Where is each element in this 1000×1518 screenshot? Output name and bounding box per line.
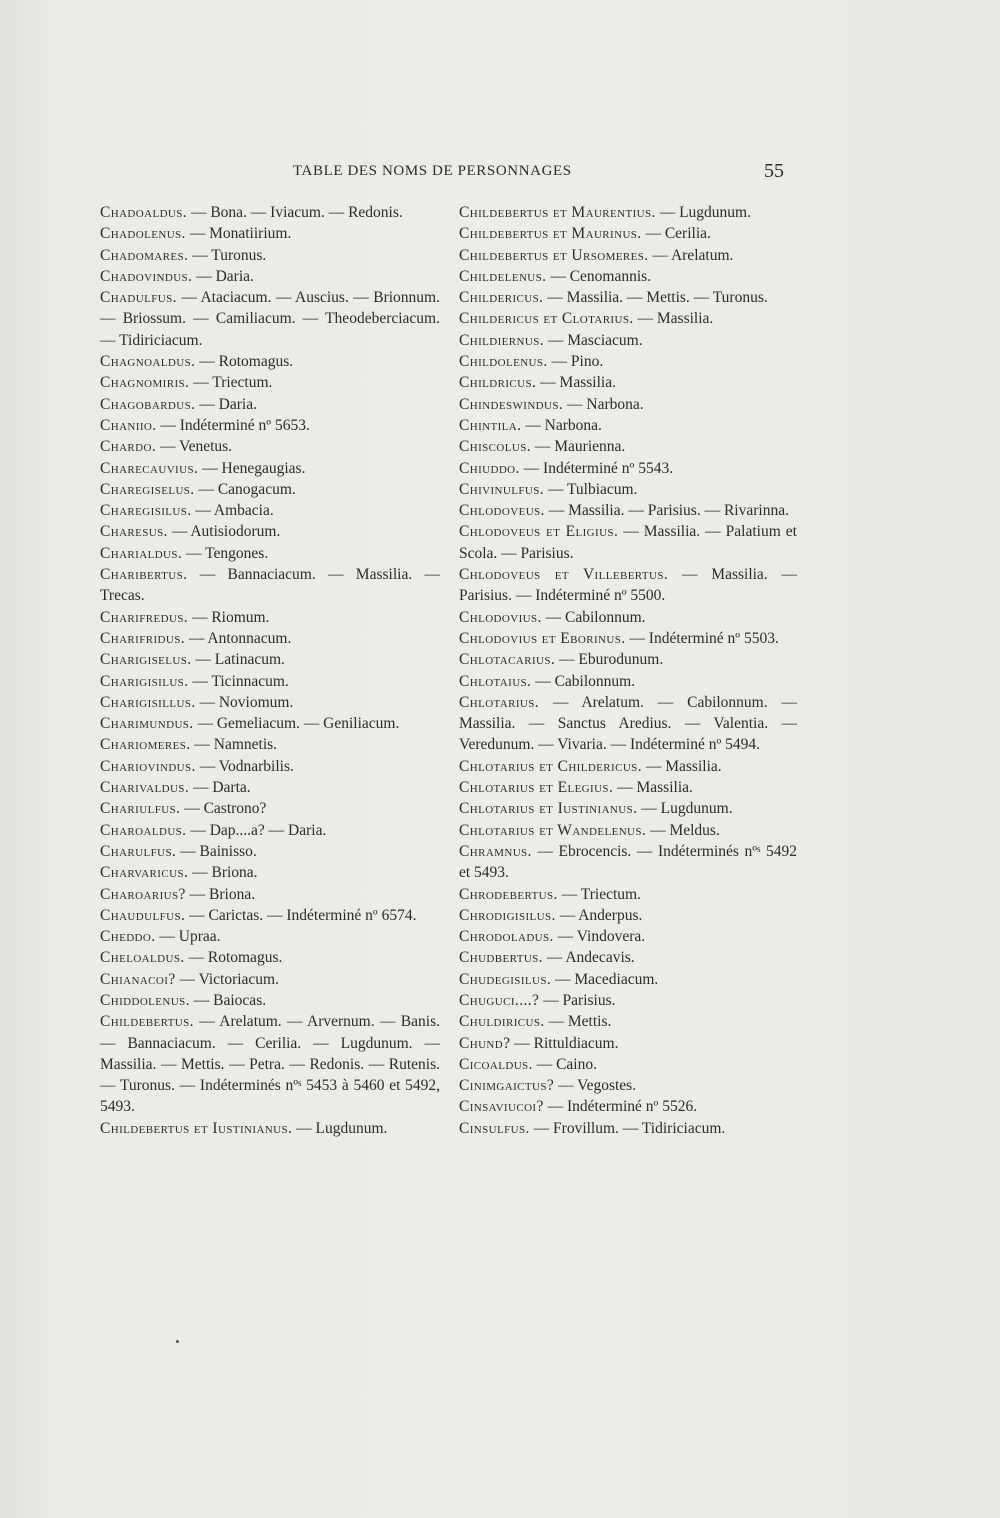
entry-places: — Macediacum. xyxy=(551,970,659,988)
entry-places: — Bona. — Iviacum. — Redonis. xyxy=(187,204,403,221)
entry-places: — Ataciacum. — Auscius. — Brionnum. — Briossum. — Camiliacum. — Theodeberciacum. — Tidiriciacum. xyxy=(100,289,440,349)
index-entry xyxy=(100,841,440,862)
entry-places: — Triectum. xyxy=(557,885,641,903)
entry-person-name: Chadulfus. xyxy=(100,289,177,307)
entry-places: — Vindovera. xyxy=(553,928,646,946)
entry-person-name: Chiddolenus. xyxy=(100,991,190,1009)
entry-person-name: Chlodoveus. xyxy=(459,502,545,520)
entry-person-name: Chund? xyxy=(459,1034,511,1052)
index-entry xyxy=(100,905,440,926)
index-entry xyxy=(459,841,797,884)
entry-places: — Massilia. xyxy=(613,779,693,797)
index-entry xyxy=(100,394,440,415)
entry-places: — Ambacia. xyxy=(191,502,274,520)
index-entry xyxy=(100,266,440,287)
entry-places: — Massilia. xyxy=(633,310,714,328)
index-entry xyxy=(459,223,797,244)
index-entry xyxy=(459,394,797,415)
entry-person-name: Chlodoveus et Eligius. xyxy=(459,523,619,541)
index-entry xyxy=(100,543,440,564)
entry-places: — Dap....a? — Daria. xyxy=(186,821,327,839)
index-entry xyxy=(100,628,440,649)
entry-places: — Indéterminé nº 5526. xyxy=(543,1098,698,1116)
index-entry xyxy=(459,436,797,457)
entry-person-name: Charifredus. xyxy=(100,608,189,626)
index-entry xyxy=(100,947,440,968)
entry-places: — Indéterminé nº 5543. xyxy=(519,459,674,477)
index-entry xyxy=(459,756,797,777)
index-entry xyxy=(459,905,797,926)
entry-places: — Gemeliacum. — Geniliacum. xyxy=(193,715,400,733)
index-entry xyxy=(459,287,797,308)
entry-person-name: Chadolenus. xyxy=(100,225,186,243)
index-entry xyxy=(100,990,440,1011)
index-entry xyxy=(459,351,797,372)
index-entry xyxy=(459,500,797,521)
entry-person-name: Charulfus. xyxy=(100,842,177,860)
entry-places: — Cabilonnum. xyxy=(541,608,646,626)
index-entry xyxy=(100,756,440,777)
index-entry xyxy=(100,202,440,223)
entry-places: — Massilia. xyxy=(641,757,722,775)
entry-person-name: Chuldiricus. xyxy=(459,1013,545,1031)
entry-places: — Caino. xyxy=(532,1055,597,1073)
index-entry xyxy=(100,436,440,457)
entry-places: — Bannaciacum. — Massilia. — Trecas. xyxy=(100,566,440,605)
entry-places: — Arelatum. — Cabilonnum. — Massilia. — Sanctus Aredius. — Valentia. — Veredunum. — Vivaria. — Indéterminé nº 5494. xyxy=(459,693,797,754)
index-entry xyxy=(459,926,797,947)
entry-person-name: Charigiselus. xyxy=(100,651,192,669)
index-entry xyxy=(100,458,440,479)
entry-person-name: Chaniio. xyxy=(100,416,157,434)
entry-places: — Monatiirium. xyxy=(185,225,292,243)
entry-person-name: Charibertus. xyxy=(100,566,188,584)
index-entry xyxy=(100,926,440,947)
running-header: TABLE DES NOMS DE PERSONNAGES xyxy=(293,163,572,179)
entry-places: — Briona. xyxy=(185,885,256,903)
index-entry xyxy=(100,607,440,628)
entry-person-name: Charesus. xyxy=(100,523,168,541)
entry-places: — Tulbiacum. xyxy=(544,480,638,498)
index-entry xyxy=(100,372,440,393)
index-entry xyxy=(100,692,440,713)
index-entry xyxy=(100,564,440,607)
entry-places: — Arelatum. — Arvernum. — Banis. — Bannaciacum. — Cerilia. — Lugdunum. — Massilia. — Mettis. — Petra. — Redonis. — Rutenis. — Turonus. — Indéterminés nºˢ 5453 à 5460 et 5492, 5493. xyxy=(100,1013,440,1116)
index-column-left xyxy=(100,202,440,1139)
index-entry xyxy=(459,372,797,393)
index-entry xyxy=(100,798,440,819)
index-entry xyxy=(100,223,440,244)
entry-person-name: Chivinulfus. xyxy=(459,480,545,498)
entry-places: — Daria. xyxy=(195,395,257,413)
entry-person-name: Chlotarius et Elegius. xyxy=(459,779,614,797)
entry-places: — Riomum. xyxy=(188,608,270,626)
entry-person-name: Chiuddo. xyxy=(459,459,520,477)
entry-places: — Indéterminé nº 5653. xyxy=(156,416,310,434)
entry-person-name: Chadovindus. xyxy=(100,267,193,285)
entry-person-name: Childiernus. xyxy=(459,331,545,349)
entry-places: — Mettis. xyxy=(544,1013,612,1031)
index-entry xyxy=(459,671,797,692)
index-entry xyxy=(100,500,440,521)
index-entry xyxy=(100,884,440,905)
entry-person-name: Charialdus. xyxy=(100,544,183,562)
entry-person-name: Charegisilus. xyxy=(100,502,192,520)
entry-places: — Parisius. xyxy=(539,991,616,1009)
entry-person-name: Cinsaviucoi? xyxy=(459,1098,544,1116)
entry-person-name: Charigisilus. xyxy=(100,672,189,690)
index-entry xyxy=(459,1011,797,1032)
index-entry xyxy=(459,692,797,756)
entry-person-name: Childricus. xyxy=(459,374,537,392)
index-entry xyxy=(459,479,797,500)
entry-places: — Vegostes. xyxy=(554,1077,637,1095)
index-entry xyxy=(100,479,440,500)
page-number: 55 xyxy=(764,160,784,182)
entry-person-name: Childebertus. xyxy=(100,1013,194,1031)
entry-places: — Rittuldiacum. xyxy=(510,1034,619,1052)
index-entry xyxy=(100,862,440,883)
entry-places: — Rotomagus. xyxy=(184,949,283,967)
index-entry xyxy=(100,649,440,670)
index-entry xyxy=(100,245,440,266)
entry-person-name: Childericus et Clotarius. xyxy=(459,310,634,328)
entry-person-name: Chardo. xyxy=(100,438,157,456)
entry-person-name: Chlotacarius. xyxy=(459,651,556,669)
index-entry xyxy=(459,308,797,329)
entry-places: — Narbona. xyxy=(521,416,602,434)
entry-person-name: Chudbertus. xyxy=(459,949,543,967)
index-entry xyxy=(459,1054,797,1075)
entry-places: — Meldus. xyxy=(646,821,720,839)
index-entry xyxy=(459,415,797,436)
entry-person-name: Charvaricus. xyxy=(100,864,189,882)
entry-places: — Lugdunum. xyxy=(655,204,751,221)
index-entry xyxy=(100,734,440,755)
entry-places: — Tengones. xyxy=(182,544,269,562)
entry-places: — Autisiodorum. xyxy=(167,523,281,541)
index-entry xyxy=(100,287,440,351)
entry-person-name: Charoarius? xyxy=(100,885,186,903)
index-entry xyxy=(459,266,797,287)
entry-person-name: Chrodigisilus. xyxy=(459,906,556,924)
entry-places: — Masciacum. xyxy=(544,331,643,349)
index-entry xyxy=(459,777,797,798)
index-entry xyxy=(459,458,797,479)
index-entry xyxy=(100,820,440,841)
entry-places: — Vodnarbilis. xyxy=(195,757,294,775)
entry-person-name: Chagnoaldus. xyxy=(100,353,196,371)
entry-person-name: Charivaldus. xyxy=(100,779,190,797)
index-entry xyxy=(459,798,797,819)
index-entry xyxy=(459,884,797,905)
entry-places: — Carictas. — Indéterminé nº 6574. xyxy=(185,906,417,924)
entry-person-name: Charigisillus. xyxy=(100,693,196,711)
index-entry xyxy=(459,1096,797,1117)
entry-places: — Lugdunum. xyxy=(637,800,733,818)
entry-places: — Massilia. — Mettis. — Turonus. xyxy=(543,289,768,307)
entry-places: — Eburodunum. xyxy=(555,651,664,669)
index-entry xyxy=(459,245,797,266)
index-entry xyxy=(459,202,797,223)
entry-places: — Antonnacum. xyxy=(185,629,292,647)
entry-person-name: Chiscolus. xyxy=(459,438,531,456)
entry-person-name: Childebertus et Maurentius. xyxy=(459,204,656,221)
entry-places: — Venetus. xyxy=(156,438,233,456)
entry-places: — Daria. xyxy=(192,267,254,285)
entry-places: — Triectum. xyxy=(189,374,273,392)
index-entry xyxy=(459,607,797,628)
entry-places: — Upraa. xyxy=(155,928,221,946)
entry-person-name: Charifridus. xyxy=(100,629,186,647)
entry-person-name: Cheddo. xyxy=(100,928,156,946)
index-entry xyxy=(100,969,440,990)
entry-person-name: Chindeswindus. xyxy=(459,395,564,413)
entry-person-name: Childericus. xyxy=(459,289,544,307)
index-column-right xyxy=(459,202,797,1139)
entry-places: — Narbona. xyxy=(563,395,644,413)
index-entry xyxy=(100,521,440,542)
index-entry xyxy=(459,330,797,351)
entry-person-name: Chlodovius. xyxy=(459,608,542,626)
index-entry xyxy=(459,1033,797,1054)
entry-places: — Darta. xyxy=(189,779,251,797)
entry-places: — Victoriacum. xyxy=(175,970,279,988)
entry-places: — Anderpus. xyxy=(555,906,643,924)
entry-places: — Bainisso. xyxy=(176,842,257,860)
entry-places: — Ebrocencis. — Indéterminés nºˢ 5492 et 5493. xyxy=(459,842,797,882)
entry-person-name: Cinimgaictus? xyxy=(459,1077,555,1095)
index-entry xyxy=(100,777,440,798)
entry-person-name: Chlotarius et Wandelenus. xyxy=(459,821,647,839)
entry-person-name: Charegiselus. xyxy=(100,480,195,498)
entry-places: — Frovillum. — Tidiriciacum. xyxy=(529,1119,726,1137)
entry-places: — Massilia. — Palatium et Scola. — Parisius. xyxy=(459,523,797,562)
entry-places: — Pino. xyxy=(547,353,604,371)
entry-person-name: Charimundus. xyxy=(100,715,194,733)
entry-places: — Noviomum. xyxy=(195,693,294,711)
entry-places: — Latinacum. xyxy=(191,651,285,669)
index-entry xyxy=(100,1011,440,1117)
entry-person-name: Charoaldus. xyxy=(100,821,187,839)
index-entry xyxy=(459,649,797,670)
entry-person-name: Chariovindus. xyxy=(100,757,196,775)
entry-places: — Ticinnacum. xyxy=(188,672,289,690)
entry-person-name: Chagnomiris. xyxy=(100,374,190,392)
entry-person-name: Chariulfus. xyxy=(100,800,181,818)
entry-person-name: Chlotarius. xyxy=(459,693,540,711)
entry-person-name: Chudegisilus. xyxy=(459,970,552,988)
entry-places: — Lugdunum. xyxy=(292,1119,388,1137)
entry-person-name: Chlotarius et Childericus. xyxy=(459,757,642,775)
index-entry xyxy=(459,969,797,990)
entry-person-name: Chaudulfus. xyxy=(100,906,186,924)
index-entry xyxy=(459,990,797,1011)
index-entry xyxy=(100,415,440,436)
index-entry xyxy=(100,671,440,692)
index-entry xyxy=(100,713,440,734)
entry-places: — Maurienna. xyxy=(531,438,626,456)
entry-places: — Rotomagus. xyxy=(195,353,294,371)
entry-person-name: Cicoaldus. xyxy=(459,1055,533,1073)
entry-places: — Henegaugias. xyxy=(198,459,306,477)
entry-person-name: Charecauvius. xyxy=(100,459,199,477)
entry-person-name: Chagobardus. xyxy=(100,395,196,413)
entry-places: — Massilia. xyxy=(536,374,616,392)
entry-places: — Turonus. xyxy=(188,246,267,264)
entry-places: — Castrono? xyxy=(180,800,267,818)
entry-person-name: Chuguci....? xyxy=(459,991,540,1009)
entry-places: — Cabilonnum. xyxy=(531,672,636,690)
entry-person-name: Childebertus et Iustinianus. xyxy=(100,1119,293,1137)
entry-places: — Namnetis. xyxy=(190,736,278,754)
entry-places: — Massilia. — Parisius. — Indéterminé nº 5500. xyxy=(459,566,797,605)
entry-places: — Massilia. — Parisius. — Rivarinna. xyxy=(544,502,789,520)
entry-person-name: Chrodebertus. xyxy=(459,885,558,903)
entry-person-name: Chrodoladus. xyxy=(459,928,554,946)
entry-person-name: Chlodoveus et Villebertus. xyxy=(459,566,669,584)
entry-person-name: Chadoaldus. xyxy=(100,204,188,221)
entry-person-name: Childolenus. xyxy=(459,353,548,371)
index-entry xyxy=(459,1075,797,1096)
entry-person-name: Cinsulfus. xyxy=(459,1119,530,1137)
ink-speck xyxy=(176,1340,179,1343)
index-entry xyxy=(459,564,797,607)
entry-person-name: Chianacoi? xyxy=(100,970,176,988)
index-entry xyxy=(100,1118,440,1139)
index-entry xyxy=(459,628,797,649)
entry-person-name: Childebertus et Maurinus. xyxy=(459,225,642,243)
entry-person-name: Chariomeres. xyxy=(100,736,191,754)
index-entry xyxy=(459,947,797,968)
entry-places: — Baiocas. xyxy=(189,991,267,1009)
entry-places: — Andecavis. xyxy=(542,949,635,967)
entry-places: — Indéterminé nº 5503. xyxy=(625,629,779,647)
entry-places: — Cenomannis. xyxy=(546,267,652,285)
entry-person-name: Chlodovius et Eborinus. xyxy=(459,629,626,647)
entry-person-name: Childelenus. xyxy=(459,267,547,285)
entry-person-name: Chintila. xyxy=(459,416,522,434)
entry-places: — Briona. xyxy=(188,864,258,882)
entry-places: — Canogacum. xyxy=(194,480,296,498)
entry-person-name: Chlotarius et Iustinianus. xyxy=(459,800,638,818)
entry-places: — Cerilia. xyxy=(641,225,711,243)
index-entry xyxy=(459,1118,797,1139)
entry-person-name: Chadomares. xyxy=(100,246,189,264)
entry-person-name: Cheloaldus. xyxy=(100,949,185,967)
entry-places: — Arelatum. xyxy=(648,246,734,264)
entry-person-name: Chramnus. xyxy=(459,842,532,860)
entry-person-name: Childebertus et Ursomeres. xyxy=(459,246,649,264)
index-entry xyxy=(100,351,440,372)
index-entry xyxy=(459,820,797,841)
entry-person-name: Chlotaius. xyxy=(459,672,532,690)
index-entry xyxy=(459,521,797,564)
